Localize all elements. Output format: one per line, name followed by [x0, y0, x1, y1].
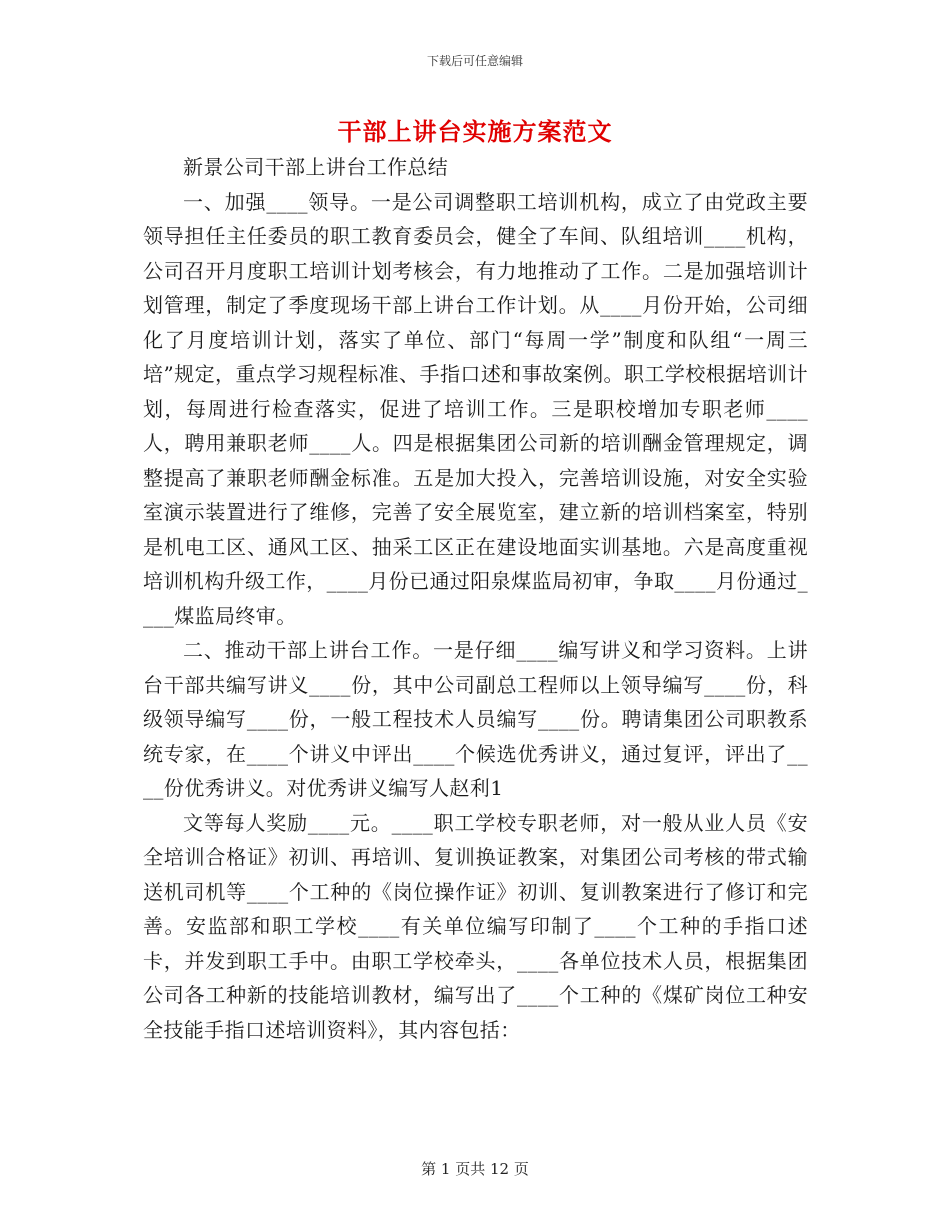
- page-number: 第 1 页共 12 页: [421, 1160, 529, 1178]
- document-title: 干部上讲台实施方案范文: [337, 117, 613, 146]
- paragraph-continuation: 文等每人奖励____元。____职工学校专职老师，对一般从业人员《安全培训合格证》初训、再培训、复训换证教案，对集团公司考核的带式输送机司机等____个工种的《岗位操作证》初训、复训教案进行了修订和完善。安监部和职工学校____有关单位编写印制了____个工种的手指口述卡，并发到职工手中。由职工学校牵头，____各单位技术人员，根据集团公司各工种新的技能培训教材，编写出了____个工种的《煤矿岗位工种安全技能手指口述培训资料》，其内容包括：: [143, 810, 808, 1042]
- paragraph-section-2: 二、推动干部上讲台工作。一是仔细____编写讲义和学习资料。上讲台干部共编写讲义____份，其中公司副总工程师以上领导编写____份，科级领导编写____份，一般工程技术人员编写____份。聘请集团公司职教系统专家，在____个讲义中评出____个候选优秀讲义，通过复评，评出了____份优秀讲义。对优秀讲义编写人赵利1: [143, 638, 808, 800]
- paragraph-subtitle: 新景公司干部上讲台工作总结: [183, 155, 449, 179]
- document-body: [143, 150, 808, 1047]
- page-header-note: 下载后可任意编辑: [426, 54, 523, 68]
- paragraph-section-1: 一、加强____领导。一是公司调整职工培训机构，成立了由党政主要领导担任主任委员的职工教育委员会，健全了车间、队组培训____机构，公司召开月度职工培训计划考核会，有力地推动了工作。二是加强培训计划管理，制定了季度现场干部上讲台工作计划。从____月份开始，公司细化了月度培训计划，落实了单位、部门“每周一学”制度和队组“一周三培”规定，重点学习规程标准、手指口述和事故案例。职工学校根据培训计划，每周进行检查落实，促进了培训工作。三是职校增加专职老师____人，聘用兼职老师____人。四是根据集团公司新的培训酬金管理规定，调整提高了兼职老师酬金标准。五是加大投入，完善培训设施，对安全实验室演示装置进行了维修，完善了安全展览室，建立新的培训档案室，特别是机电工区、通风工区、抽采工区正在建设地面实训基地。六是高度重视培训机构升级工作，____月份已通过阳泉煤监局初审，争取____月份通过____煤监局终审。: [143, 189, 808, 628]
